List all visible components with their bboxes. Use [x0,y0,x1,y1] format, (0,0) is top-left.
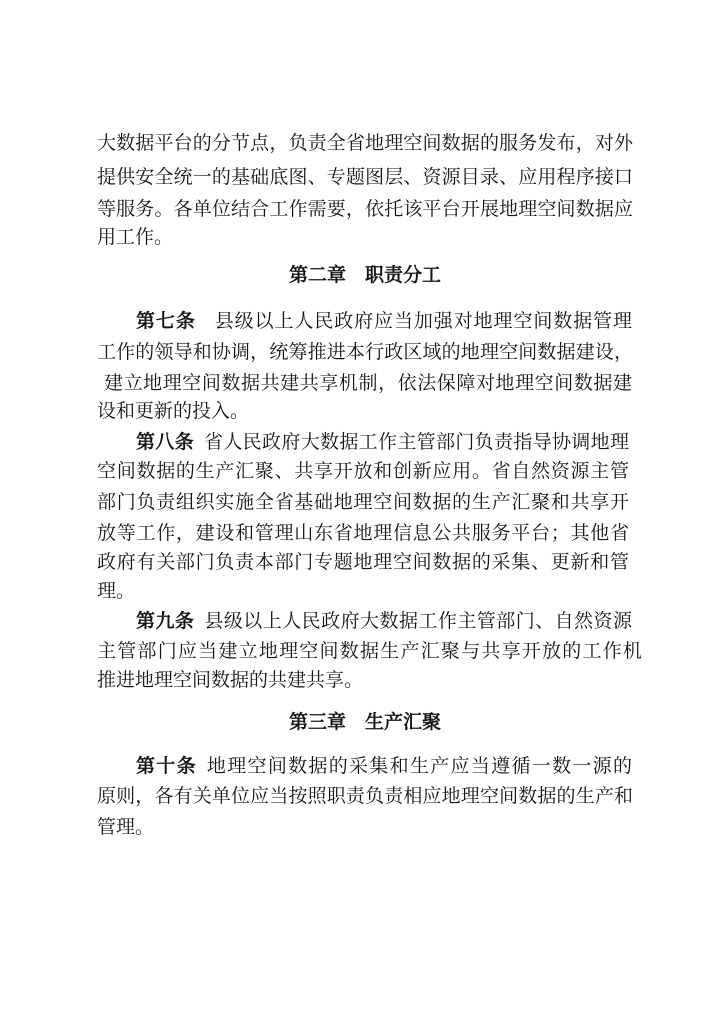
intro-line-1: 大数据平台的分节点，负责全省地理空间数据的服务发布，对外 [97,132,633,154]
intro-line-3: 等服务。各单位结合工作需要，依托该平台开展地理空间数据应 [97,198,633,220]
article-10-label: 第十条 [136,755,197,777]
article-8-line-2: 空间数据的生产汇聚、共享开放和创新应用。省自然资源主管 [97,460,629,482]
article-10-line-1 [136,755,632,777]
article-7-line-3: 建立地理空间数据共建共享机制，依法保障对地理空间数据建 [104,372,632,394]
article-7-label: 第七条 [136,310,196,332]
intro-line-2: 提供安全统一的基础底图、专题图层、资源目录、应用程序接口 [97,166,633,188]
article-8-line-1 [136,431,629,453]
article-8-line-3: 部门负责组织实施全省基础地理空间数据的生产汇聚和共享开 [97,491,629,513]
article-7-line-1 [136,310,632,332]
article-7-line-4: 设和更新的投入。 [97,400,250,422]
article-9-line-1 [136,610,632,632]
article-8-line-6: 理。 [97,580,136,602]
article-9-text: 县级以上人民政府大数据工作主管部门、自然资源 [204,610,632,632]
article-9-line-3: 推进地理空间数据的共建共享。 [97,669,364,691]
article-8-line-5: 政府有关部门负责本部门专题地理空间数据的采集、更新和管 [97,551,629,573]
article-9-label: 第九条 [136,610,195,632]
article-9-line-2: 主管部门应当建立地理空间数据生产汇聚与共享开放的工作机 [97,640,642,662]
chapter-2-heading: 第二章 职责分工 [288,264,441,286]
article-10-text: 地理空间数据的采集和生产应当遵循一数一源的 [206,755,632,777]
article-7-text: 县级以上人民政府应当加强对地理空间数据管理 [214,310,632,332]
chapter-3-heading: 第三章 生产汇聚 [288,711,441,733]
article-8-label: 第八条 [136,431,194,453]
article-7-line-2: 工作的领导和协调，统筹推进本行政区域的地理空间数据建设， [97,341,633,363]
article-10-line-3: 管理。 [97,816,155,838]
article-8-text: 省人民政府大数据工作主管部门负责指导协调地理 [204,431,629,453]
intro-line-4: 用工作。 [97,226,174,248]
article-10-line-2: 原则，各有关单位应当按照职责负责相应地理空间数据的生产和 [97,785,633,807]
article-8-line-4: 放等工作，建设和管理山东省地理信息公共服务平台；其他省 [97,522,629,544]
